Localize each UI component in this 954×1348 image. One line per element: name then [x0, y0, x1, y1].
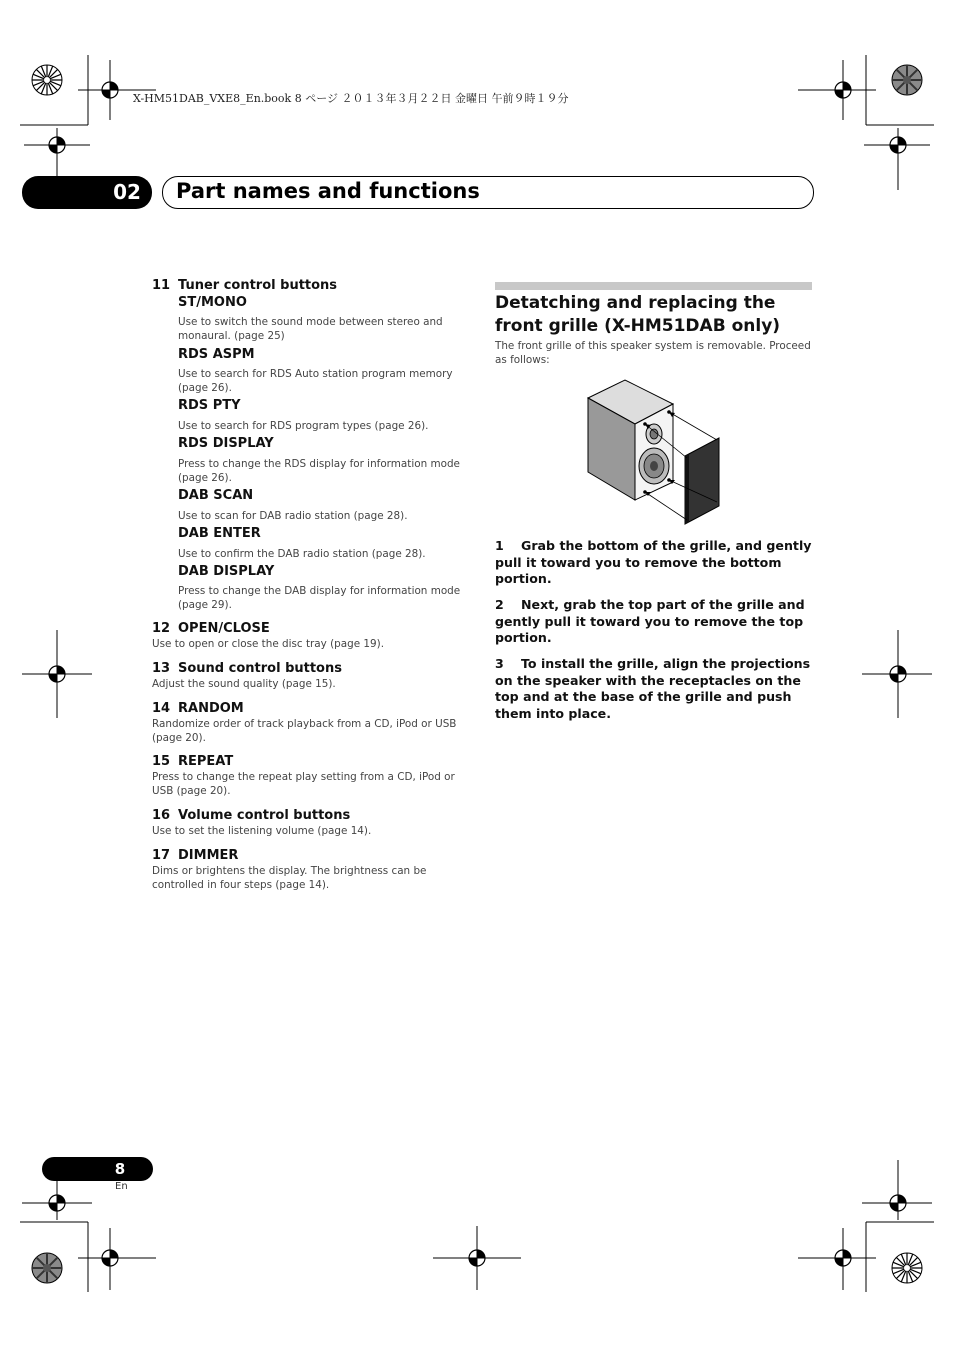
item-heading [152, 700, 468, 717]
item-17 [152, 847, 452, 892]
sub-heading: DAB ENTER [178, 526, 261, 541]
sub-description: Press to change the RDS display for information mode (page 26). [178, 458, 460, 484]
sub-description: Use to confirm the DAB radio station (page 28). [178, 548, 426, 560]
item-title: Sound control buttons [178, 661, 342, 676]
item-number: 15 [152, 754, 171, 769]
item-heading [152, 753, 468, 770]
item-14 [152, 700, 468, 745]
item-title: OPEN/CLOSE [178, 621, 270, 636]
item-number: 12 [152, 621, 171, 636]
section-rule [495, 282, 812, 290]
sub-heading: DAB DISPLAY [178, 564, 275, 579]
sub-description: Use to switch the sound mode between stereo and monaural. (page 25) [178, 316, 443, 342]
section-intro: The front grille of this speaker system is removable. Proceed as follows: [495, 340, 811, 366]
step-1 [495, 538, 815, 588]
item-13 [152, 660, 472, 691]
item-title: Volume control buttons [178, 808, 351, 823]
item-description: Adjust the sound quality (page 15). [152, 678, 336, 690]
step-number: 1 [495, 538, 504, 553]
page-number: 8 [114, 1160, 126, 1178]
sub-description: Use to scan for DAB radio station (page 28). [178, 510, 408, 522]
item-number: 11 [152, 278, 171, 293]
step-text: Next, grab the top part of the grille and gently pull it toward you to remove the top portion. [495, 597, 805, 646]
item-number: 14 [152, 701, 171, 716]
item-16 [152, 807, 472, 838]
item-heading [152, 620, 472, 637]
sub-description: Press to change the DAB display for information mode (page 29). [178, 585, 461, 611]
sub-heading: RDS PTY [178, 398, 241, 413]
sub-heading: DAB SCAN [178, 488, 254, 503]
sub-heading: RDS DISPLAY [178, 436, 274, 451]
item-title: RANDOM [178, 701, 244, 716]
item-description: Dims or brightens the display. The brightness can be controlled in four steps (page 14). [152, 865, 427, 891]
sub-heading: RDS ASPM [178, 347, 255, 362]
step-number: 3 [495, 656, 504, 671]
step-text: To install the grille, align the projections on the speaker with the receptacles on the top and at the base of the grille and push them into place. [495, 656, 811, 722]
step-3 [495, 656, 815, 723]
sub-description: Use to search for RDS program types (page 26). [178, 420, 429, 432]
item-description: Randomize order of track playback from a CD, iPod or USB (page 20). [152, 718, 457, 744]
item-15 [152, 753, 468, 798]
item-12 [152, 620, 472, 651]
speaker-grille-illustration [585, 378, 725, 528]
item-title: Tuner control buttons [178, 278, 338, 293]
item-number: 16 [152, 808, 171, 823]
item-heading [152, 847, 452, 864]
sub-description: Use to search for RDS Auto station program memory (page 26). [178, 368, 453, 394]
item-description: Use to open or close the disc tray (page 19). [152, 638, 384, 650]
item-heading [152, 660, 472, 677]
item-description: Press to change the repeat play setting from a CD, iPod or USB (page 20). [152, 771, 455, 797]
item-11-heading [152, 277, 337, 294]
page-language: En [115, 1181, 128, 1192]
step-text: Grab the bottom of the grille, and gently pull it toward you to remove the bottom portion. [495, 538, 812, 587]
item-description: Use to set the listening volume (page 14). [152, 825, 372, 837]
item-number: 17 [152, 848, 171, 863]
page-number-badge [42, 1157, 153, 1181]
sub-heading: ST/MONO [178, 295, 247, 310]
section-title: Detatching and replacing the front grille (X-HM51DAB only) [495, 293, 781, 336]
item-number: 13 [152, 661, 171, 676]
step-number: 2 [495, 597, 504, 612]
print-slug: X-HM51DAB_VXE8_En.book 8 ページ ２０１３年３月２２日 金曜日 午前９時１９分 [133, 92, 569, 105]
chapter-number: 02 [113, 180, 141, 204]
item-title: DIMMER [178, 848, 239, 863]
item-title: REPEAT [178, 754, 234, 769]
chapter-title: Part names and functions [176, 179, 480, 203]
item-heading [152, 807, 472, 824]
step-2 [495, 597, 815, 647]
